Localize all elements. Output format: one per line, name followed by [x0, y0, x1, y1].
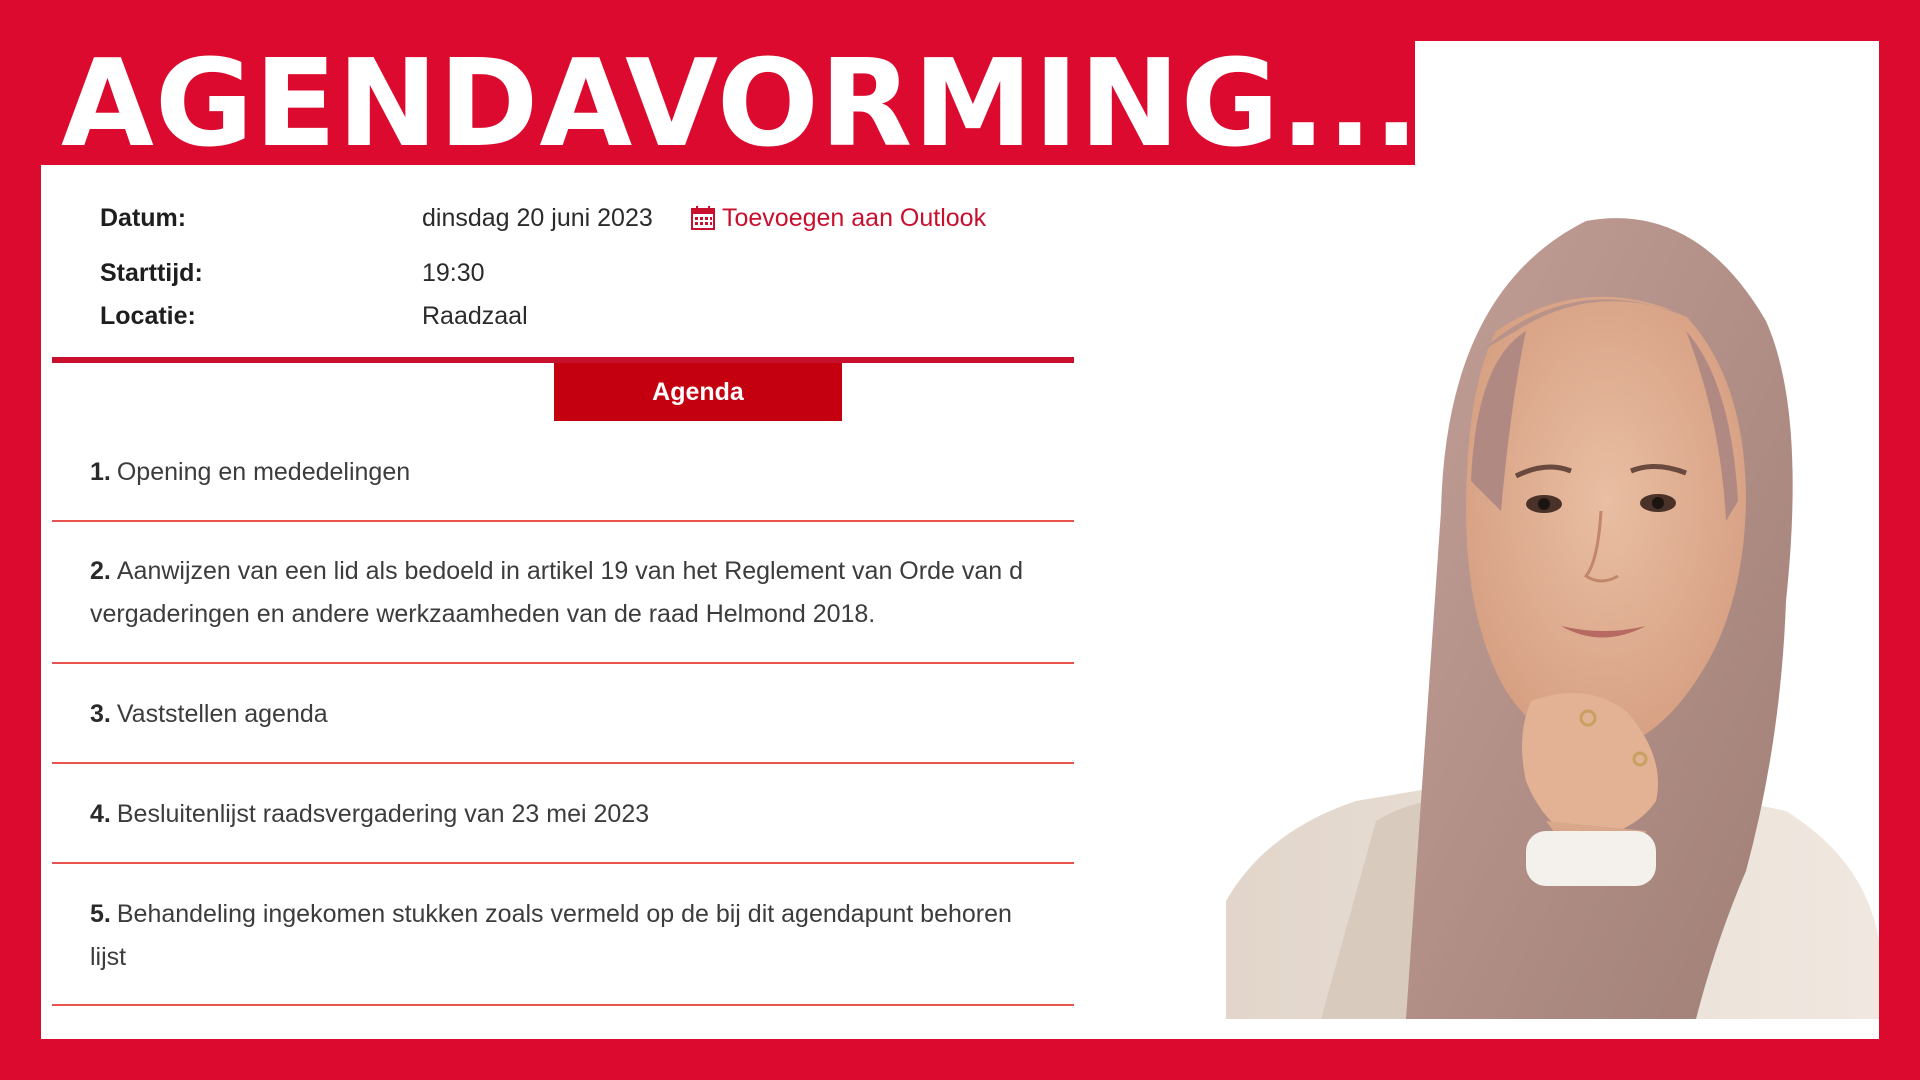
agenda-page-content [52, 165, 1074, 1039]
agenda-item-number: 1. [90, 458, 111, 486]
agenda-item-title: Besluitenlijst raadsvergadering van 23 mei 2023 [116, 800, 650, 828]
agenda-item-title: Vaststellen agenda [116, 700, 328, 728]
location-row [52, 296, 1074, 336]
agenda-item-text-continued: lijst [90, 943, 127, 971]
agenda-item-number: 4. [90, 800, 111, 828]
location-label: Locatie: [100, 302, 196, 330]
agenda-item-text [90, 550, 1023, 593]
portrait-photo [1226, 181, 1879, 1019]
agenda-item-number: 3. [90, 700, 111, 728]
calendar-icon [690, 203, 716, 243]
agenda-item-number: 2. [90, 557, 111, 585]
start-time-label: Starttijd: [100, 259, 203, 287]
tab-agenda[interactable]: Agenda [554, 363, 842, 421]
agenda-item-text-continued: vergaderingen en andere werkzaamheden van de raad Helmond 2018. [90, 600, 876, 628]
page-title: AGENDAVORMING.... [61, 35, 1467, 174]
agenda-item-2[interactable] [52, 522, 1074, 664]
date-value: dinsdag 20 juni 2023 [422, 204, 653, 232]
main-panel [41, 35, 1879, 1039]
agenda-item-title: Behandeling ingekomen stukken zoals vermeld op de bij dit agendapunt behoren [116, 900, 1012, 928]
agenda-item-text [90, 693, 328, 736]
agenda-item-3[interactable] [52, 664, 1074, 764]
add-to-outlook-link[interactable] [690, 198, 986, 243]
agenda-item-5[interactable] [52, 864, 1074, 1006]
location-value: Raadzaal [422, 302, 528, 330]
agenda-item-4[interactable] [52, 764, 1074, 864]
start-time-row [52, 253, 1074, 293]
title-banner [41, 35, 1467, 174]
outlook-link-label: Toevoegen aan Outlook [722, 204, 987, 232]
agenda-item-text [90, 451, 410, 494]
agenda-item-title: Aanwijzen van een lid als bedoeld in artikel 19 van het Reglement van Orde van d [116, 557, 1023, 585]
agenda-item-title: Opening en mededelingen [116, 458, 411, 486]
agenda-item-number: 5. [90, 900, 111, 928]
agenda-item-text [90, 893, 1012, 936]
agenda-item-1[interactable] [52, 421, 1074, 522]
start-time-value: 19:30 [422, 259, 485, 287]
agenda-item-text [90, 793, 649, 836]
date-label: Datum: [100, 204, 187, 232]
date-row [52, 198, 1074, 238]
